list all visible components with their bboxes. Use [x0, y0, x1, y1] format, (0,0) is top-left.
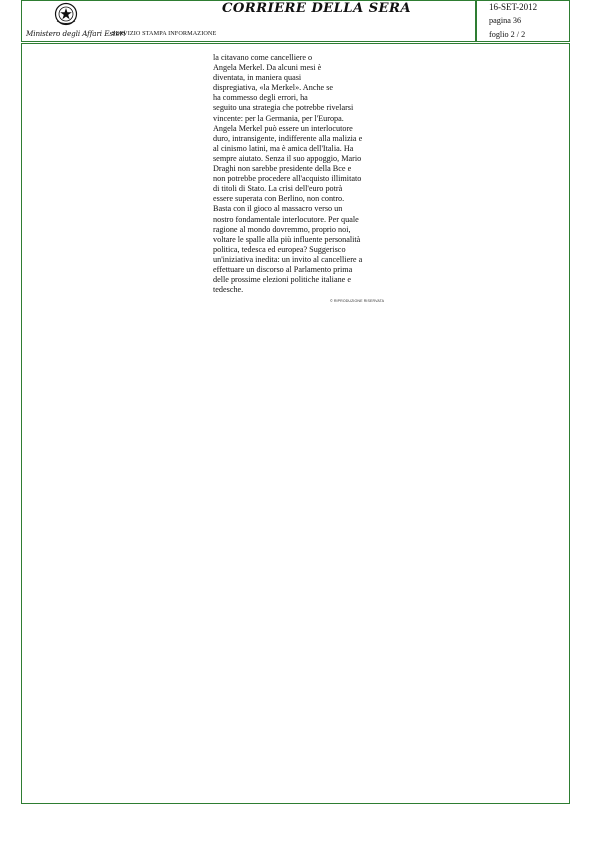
article-line: politica, tedesca ed europea? Suggerisco — [213, 244, 346, 254]
article-line: di titoli di Stato. La crisi dell'euro potrà — [213, 184, 343, 194]
article-line: duro, intransigente, indifferente alla malizia e — [213, 133, 363, 143]
article-line: nostro fondamentale interlocutore. Per quale — [213, 214, 359, 224]
article-line: sempre aiutato. Senza il suo appoggio, Mario — [213, 153, 362, 163]
article-line: la citavano come cancelliere o — [213, 53, 313, 62]
article-line: non potrebbe procedere all'acquisto illimitato — [213, 174, 362, 184]
publication-date: 16-SET-2012 — [489, 2, 538, 12]
sheet-number: foglio 2 / 2 — [489, 30, 526, 39]
service-label: SERVIZIO STAMPA INFORMAZIONE — [112, 30, 217, 37]
italian-republic-emblem-icon — [54, 2, 78, 26]
article-line: Angela Merkel può essere un interlocutore — [213, 123, 353, 133]
article-line: dispregiativa, «la Merkel». Anche se — [213, 83, 334, 93]
article-body — [213, 53, 393, 295]
article-line: Draghi non sarebbe presidente della Bce e — [213, 164, 352, 174]
article-line: diventata, in maniera quasi — [213, 73, 302, 83]
article-line: ha commesso degli errori, ha — [213, 93, 308, 103]
article-line: voltare le spalle alla più influente personalità — [213, 234, 361, 244]
ministry-label: Ministero degli Affari Esteri — [26, 29, 126, 38]
article-line: ragione al mondo dovremmo, proprio noi, — [213, 224, 351, 234]
article-line: seguito una strategia che potrebbe rivelarsi — [213, 103, 354, 113]
article-line: effettuare un discorso al Parlamento prima — [213, 264, 353, 274]
article-line: essere superata con Berlino, non contro. — [213, 194, 345, 204]
copyright-notice: © RIPRODUZIONE RISERVATA — [330, 299, 385, 303]
article-line: al cinismo latini, ma è amica dell'Italia. Ha — [213, 143, 354, 153]
article-line: delle prossime elezioni politiche italiane e — [213, 275, 352, 285]
article-line: un'iniziativa inedita: un invito al cancelliere a — [213, 254, 363, 264]
article-line: vincente: per la Germania, per l'Europa. — [213, 113, 344, 123]
page-number: pagina 36 — [489, 16, 522, 25]
article-line: tedesche. — [213, 285, 244, 295]
article-line: Angela Merkel. Da alcuni mesi è — [213, 63, 322, 73]
newspaper-masthead: CORRIERE DELLA SERA — [222, 1, 411, 16]
article-line: Basta con il gioco al massacro verso un — [213, 204, 343, 214]
